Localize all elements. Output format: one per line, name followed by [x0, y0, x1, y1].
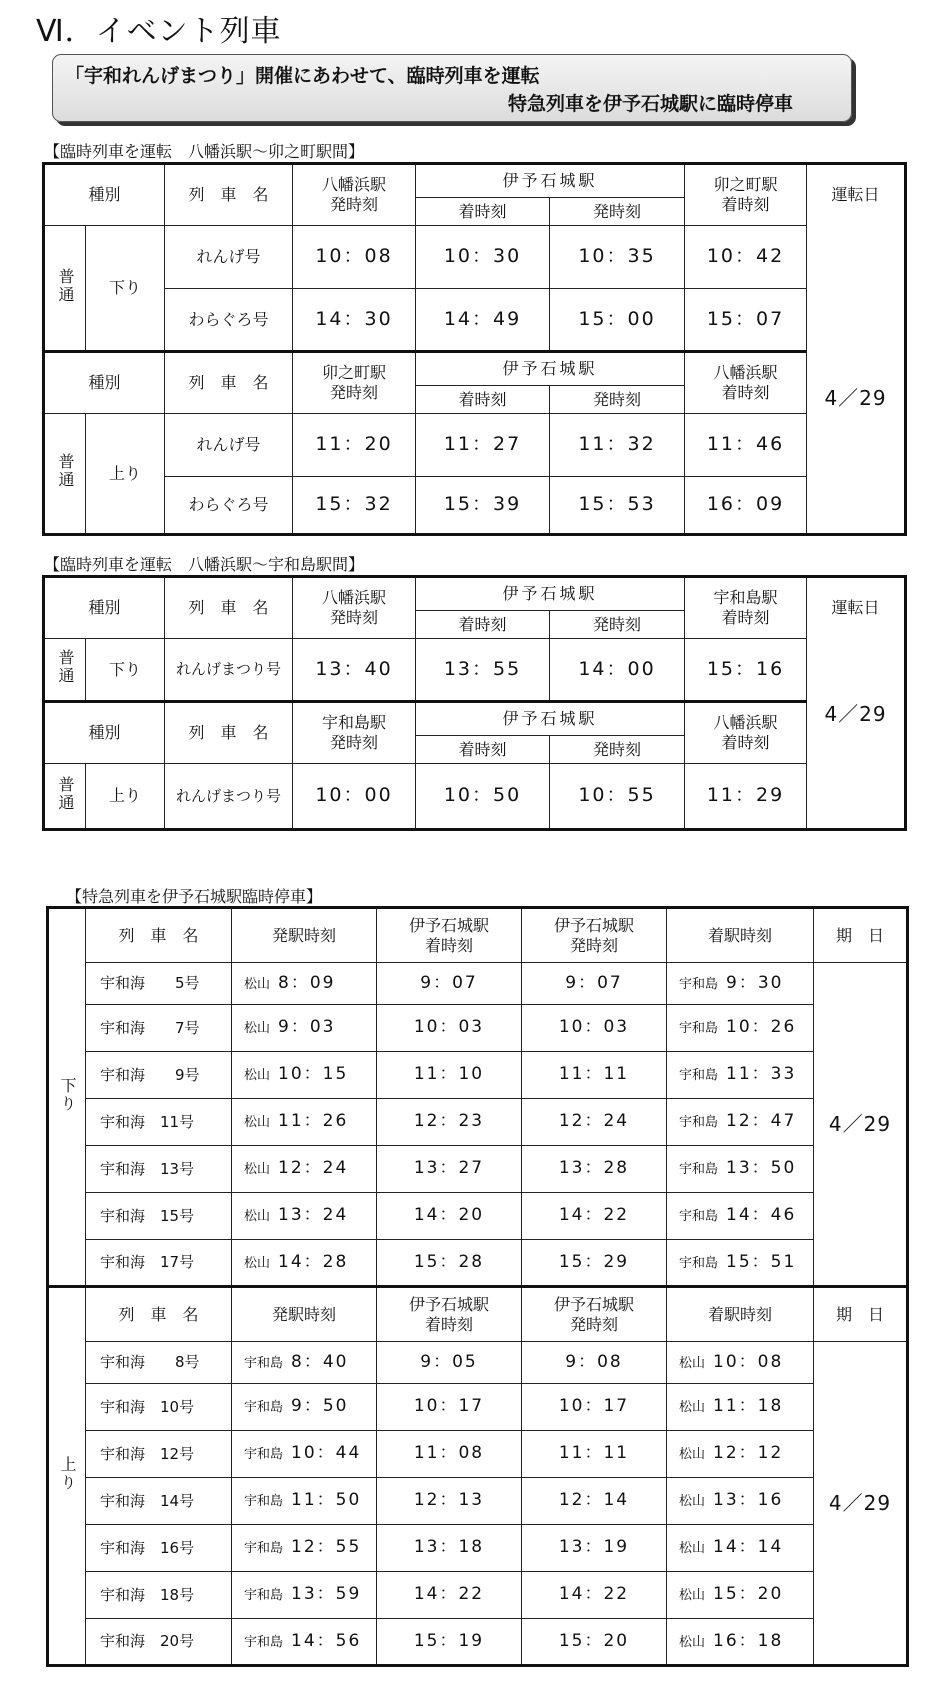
dir-up: 上り [86, 414, 165, 535]
hdr-kind: 種別 [44, 352, 165, 414]
arr-time: 15：51 [726, 1251, 797, 1272]
time: 13：55 [416, 639, 550, 702]
iwaki-dep-time: 9：07 [522, 963, 667, 1005]
time: 10：50 [416, 764, 550, 830]
hdr-arr: 着時刻 [416, 386, 550, 414]
announcement-banner [52, 54, 852, 122]
table3-caption: 【特急列車を伊予石城駅臨時停車】 [66, 887, 323, 906]
hdr-iyo-iwaki: 伊予石城駅 [416, 164, 685, 198]
hdr-dep-time: 発駅時刻 [232, 908, 377, 963]
iwaki-arr-time: 11：10 [377, 1052, 522, 1099]
train-name: 宇和海 8号 [86, 1342, 232, 1384]
iwaki-arr-time: 9：05 [377, 1342, 522, 1384]
hdr-iyo-iwaki-dep: 伊予石城駅 発時刻 [522, 1287, 667, 1342]
arr-station: 宇和島 [679, 1068, 719, 1084]
dep-station-time [232, 1572, 377, 1619]
arr-time: 15：20 [713, 1584, 784, 1605]
hdr-arr: 着時刻 [416, 611, 550, 639]
hdr-down-arr-station: 宇和島駅 着時刻 [685, 577, 807, 639]
dep-time: 14：28 [278, 1251, 349, 1272]
dep-time: 9：03 [278, 1017, 336, 1038]
train-name: 宇和海 12号 [86, 1431, 232, 1478]
time: 16：09 [685, 477, 807, 535]
time: 10：42 [685, 226, 807, 289]
train-name: わらぐろ号 [165, 289, 293, 352]
stop-date: 4／29 [814, 1342, 908, 1666]
dep-station: 宇和島 [244, 1588, 284, 1604]
dep-station-time [232, 963, 377, 1005]
dep-station: 宇和島 [244, 1447, 284, 1463]
type-local [44, 226, 86, 352]
dep-time: 8：40 [291, 1351, 349, 1372]
arr-station-time [667, 1146, 814, 1193]
time: 15：39 [416, 477, 550, 535]
dep-time: 14：56 [291, 1630, 362, 1651]
time: 11：27 [416, 414, 550, 477]
hdr-train-name: 列 車 名 [86, 1287, 232, 1342]
iwaki-dep-time: 15：20 [522, 1619, 667, 1666]
train-name: れんげ号 [165, 414, 293, 477]
arr-station: 宇和島 [679, 1115, 719, 1131]
dep-station-time [232, 1052, 377, 1099]
iwaki-dep-time: 12：14 [522, 1478, 667, 1525]
hdr-train-name: 列 車 名 [165, 577, 293, 639]
iwaki-arr-time: 15：28 [377, 1240, 522, 1287]
iwaki-arr-time: 15：19 [377, 1619, 522, 1666]
time: 15：00 [550, 289, 685, 352]
iwaki-arr-time: 11：08 [377, 1431, 522, 1478]
table1-caption: 【臨時列車を運転 八幡浜駅～卯之町駅間】 [44, 142, 365, 161]
dep-time: 10：44 [291, 1443, 362, 1464]
iwaki-arr-time: 10：17 [377, 1384, 522, 1431]
train-name: 宇和海 16号 [86, 1525, 232, 1572]
hdr-arr-time: 着駅時刻 [667, 1287, 814, 1342]
temporary-train-table-1 [42, 162, 907, 536]
page-title: Ⅵ．イベント列車 [36, 14, 282, 49]
hdr-date: 期 日 [814, 1287, 908, 1342]
hdr-down-dep-station: 八幡浜駅 発時刻 [293, 164, 416, 226]
dep-station-time [232, 1005, 377, 1052]
dep-station: 松山 [244, 976, 271, 992]
hdr-iyo-iwaki: 伊予石城駅 [416, 702, 685, 736]
time: 15：16 [685, 639, 807, 702]
dep-station-time [232, 1525, 377, 1572]
hdr-train-name: 列 車 名 [165, 164, 293, 226]
iwaki-arr-time: 13：27 [377, 1146, 522, 1193]
time: 15：32 [293, 477, 416, 535]
iwaki-arr-time: 14：20 [377, 1193, 522, 1240]
dep-station-time [232, 1478, 377, 1525]
time: 11：32 [550, 414, 685, 477]
time: 14：49 [416, 289, 550, 352]
dep-station-time [232, 1384, 377, 1431]
dep-station: 宇和島 [244, 1541, 284, 1557]
dep-station: 松山 [244, 1209, 271, 1225]
dep-station: 松山 [244, 1255, 271, 1271]
dep-time: 12：24 [278, 1158, 349, 1179]
direction-label: 上り [58, 1455, 77, 1492]
dir-down: 下り [86, 226, 165, 352]
dep-station-time [232, 1146, 377, 1193]
train-name: れんげまつり号 [165, 639, 293, 702]
dep-station: 宇和島 [244, 1400, 284, 1416]
arr-time: 9：30 [726, 972, 784, 993]
arr-time: 10：26 [726, 1017, 797, 1038]
iwaki-arr-time: 10：03 [377, 1005, 522, 1052]
run-date: 4／29 [807, 702, 906, 830]
train-name: 宇和海 17号 [86, 1240, 232, 1287]
hdr-iyo-iwaki-dep: 伊予石城駅 発時刻 [522, 908, 667, 963]
arr-time: 13：50 [726, 1158, 797, 1179]
hdr-arr: 着時刻 [416, 198, 550, 226]
arr-station: 松山 [679, 1541, 706, 1557]
train-name: 宇和海 10号 [86, 1384, 232, 1431]
iwaki-dep-time: 10：17 [522, 1384, 667, 1431]
iwaki-dep-time: 13：19 [522, 1525, 667, 1572]
train-name: 宇和海 11号 [86, 1099, 232, 1146]
arr-station-time [667, 1478, 814, 1525]
train-name: 宇和海 7号 [86, 1005, 232, 1052]
iwaki-dep-time: 12：24 [522, 1099, 667, 1146]
arr-time: 13：16 [713, 1490, 784, 1511]
arr-station: 松山 [679, 1400, 706, 1416]
arr-station: 宇和島 [679, 1255, 719, 1271]
arr-station: 松山 [679, 1494, 706, 1510]
arr-station-time [667, 1572, 814, 1619]
hdr-up-dep-station: 卯之町駅 発時刻 [293, 352, 416, 414]
arr-station: 松山 [679, 1447, 706, 1463]
type-local-text: 普通 [56, 453, 75, 489]
dep-station-time [232, 1431, 377, 1478]
arr-time: 16：18 [713, 1630, 784, 1651]
arr-station: 宇和島 [679, 1162, 719, 1178]
hdr-arr: 着時刻 [416, 736, 550, 764]
iwaki-arr-time: 12：23 [377, 1099, 522, 1146]
hdr-dep: 発時刻 [550, 736, 685, 764]
express-stop-table [46, 906, 909, 1667]
type-local [44, 764, 86, 830]
hdr-dep-time: 発駅時刻 [232, 1287, 377, 1342]
train-name: わらぐろ号 [165, 477, 293, 535]
dep-time: 10：15 [278, 1064, 349, 1085]
dep-time: 13：59 [291, 1584, 362, 1605]
iwaki-arr-time: 14：22 [377, 1572, 522, 1619]
run-date: 4／29 [807, 386, 906, 535]
hdr-kind: 種別 [44, 577, 165, 639]
dir-down: 下り [86, 639, 165, 702]
time: 14：00 [550, 639, 685, 702]
time: 10：08 [293, 226, 416, 289]
hdr-iyo-iwaki-arr: 伊予石城駅 着時刻 [377, 908, 522, 963]
time: 10：30 [416, 226, 550, 289]
arr-station-time [667, 1619, 814, 1666]
iwaki-arr-time: 9：07 [377, 963, 522, 1005]
dep-station: 宇和島 [244, 1634, 284, 1650]
arr-station-time [667, 963, 814, 1005]
arr-time: 11：33 [726, 1064, 797, 1085]
type-local-text: 普通 [56, 267, 75, 304]
time: 11：20 [293, 414, 416, 477]
arr-station-time [667, 1193, 814, 1240]
dep-time: 9：50 [291, 1396, 349, 1417]
type-local [44, 414, 86, 535]
arr-station-time [667, 1240, 814, 1287]
arr-station: 松山 [679, 1634, 706, 1650]
iwaki-dep-time: 11：11 [522, 1431, 667, 1478]
iwaki-arr-time: 12：13 [377, 1478, 522, 1525]
arr-station: 松山 [679, 1355, 706, 1371]
hdr-train-name: 列 車 名 [86, 908, 232, 963]
iwaki-dep-time: 14：22 [522, 1572, 667, 1619]
hdr-iyo-iwaki: 伊予石城駅 [416, 352, 685, 386]
dep-station: 松山 [244, 1068, 271, 1084]
train-name: 宇和海 13号 [86, 1146, 232, 1193]
arr-station: 宇和島 [679, 1209, 719, 1225]
iwaki-dep-time: 14：22 [522, 1193, 667, 1240]
dep-time: 11：50 [291, 1490, 362, 1511]
dep-station-time [232, 1619, 377, 1666]
iwaki-arr-time: 13：18 [377, 1525, 522, 1572]
dep-station-time [232, 1240, 377, 1287]
dep-time: 12：55 [291, 1537, 362, 1558]
temporary-train-table-2 [42, 575, 907, 831]
type-local-text: 普通 [56, 649, 75, 685]
dep-station: 宇和島 [244, 1355, 284, 1371]
train-name: 宇和海 9号 [86, 1052, 232, 1099]
stop-date: 4／29 [814, 963, 908, 1287]
hdr-up-arr-station: 八幡浜駅 着時刻 [685, 352, 807, 414]
dep-time: 13：24 [278, 1205, 349, 1226]
time: 10：00 [293, 764, 416, 830]
arr-time: 14：46 [726, 1205, 797, 1226]
arr-time: 14：14 [713, 1537, 784, 1558]
train-name: れんげ号 [165, 226, 293, 289]
hdr-arr-time: 着駅時刻 [667, 908, 814, 963]
hdr-train-name: 列 車 名 [165, 702, 293, 764]
banner-line-1: 「宇和れんげまつり」開催にあわせて、臨時列車を運転 [65, 65, 540, 87]
time: 14：30 [293, 289, 416, 352]
type-local [44, 639, 86, 702]
dep-station-time [232, 1342, 377, 1384]
dep-time: 11：26 [278, 1111, 349, 1132]
train-name: 宇和海 15号 [86, 1193, 232, 1240]
time: 11：29 [685, 764, 807, 830]
arr-station-time [667, 1342, 814, 1384]
dep-station: 宇和島 [244, 1494, 284, 1510]
banner-line-2: 特急列車を伊予石城駅に臨時停車 [507, 93, 793, 115]
arr-station-time [667, 1052, 814, 1099]
dep-time: 8：09 [278, 972, 336, 993]
train-name: 宇和海 14号 [86, 1478, 232, 1525]
time: 13：40 [293, 639, 416, 702]
dep-station-time [232, 1099, 377, 1146]
hdr-up-dep-station: 宇和島駅 発時刻 [293, 702, 416, 764]
hdr-up-arr-station: 八幡浜駅 着時刻 [685, 702, 807, 764]
iwaki-dep-time: 15：29 [522, 1240, 667, 1287]
arr-station-time [667, 1431, 814, 1478]
direction-cell [48, 1287, 86, 1666]
arr-time: 10：08 [713, 1351, 784, 1372]
iwaki-dep-time: 9：08 [522, 1342, 667, 1384]
iwaki-dep-time: 10：03 [522, 1005, 667, 1052]
direction-cell [48, 908, 86, 1287]
hdr-down-arr-station: 卯之町駅 着時刻 [685, 164, 807, 226]
train-name: れんげまつり号 [165, 764, 293, 830]
time: 10：35 [550, 226, 685, 289]
arr-station: 宇和島 [679, 976, 719, 992]
train-name: 宇和海 18号 [86, 1572, 232, 1619]
arr-station-time [667, 1099, 814, 1146]
dep-station: 松山 [244, 1115, 271, 1131]
arr-time: 11：18 [713, 1396, 784, 1417]
hdr-dep: 発時刻 [550, 386, 685, 414]
hdr-train-name: 列 車 名 [165, 352, 293, 414]
time: 10：55 [550, 764, 685, 830]
arr-station-time [667, 1005, 814, 1052]
hdr-down-dep-station: 八幡浜駅 発時刻 [293, 577, 416, 639]
train-name: 宇和海 20号 [86, 1619, 232, 1666]
hdr-dep: 発時刻 [550, 611, 685, 639]
iwaki-dep-time: 13：28 [522, 1146, 667, 1193]
type-local-text: 普通 [56, 775, 75, 812]
hdr-iyo-iwaki-arr: 伊予石城駅 着時刻 [377, 1287, 522, 1342]
hdr-date: 期 日 [814, 908, 908, 963]
time: 15：53 [550, 477, 685, 535]
arr-station: 宇和島 [679, 1021, 719, 1037]
hdr-kind: 種別 [44, 702, 165, 764]
hdr-dep: 発時刻 [550, 198, 685, 226]
dep-station: 松山 [244, 1021, 271, 1037]
dep-station-time [232, 1193, 377, 1240]
iwaki-dep-time: 11：11 [522, 1052, 667, 1099]
arr-station-time [667, 1525, 814, 1572]
direction-label: 下り [58, 1076, 77, 1113]
hdr-run-date: 運転日 [807, 164, 906, 386]
time: 15：07 [685, 289, 807, 352]
hdr-iyo-iwaki: 伊予石城駅 [416, 577, 685, 611]
arr-station-time [667, 1384, 814, 1431]
arr-time: 12：12 [713, 1443, 784, 1464]
arr-time: 12：47 [726, 1111, 797, 1132]
time: 11：46 [685, 414, 807, 477]
dir-up: 上り [86, 764, 165, 830]
hdr-kind: 種別 [44, 164, 165, 226]
hdr-run-date: 運転日 [807, 577, 906, 702]
table2-caption: 【臨時列車を運転 八幡浜駅～宇和島駅間】 [44, 555, 365, 574]
dep-station: 松山 [244, 1162, 271, 1178]
train-name: 宇和海 5号 [86, 963, 232, 1005]
arr-station: 松山 [679, 1588, 706, 1604]
